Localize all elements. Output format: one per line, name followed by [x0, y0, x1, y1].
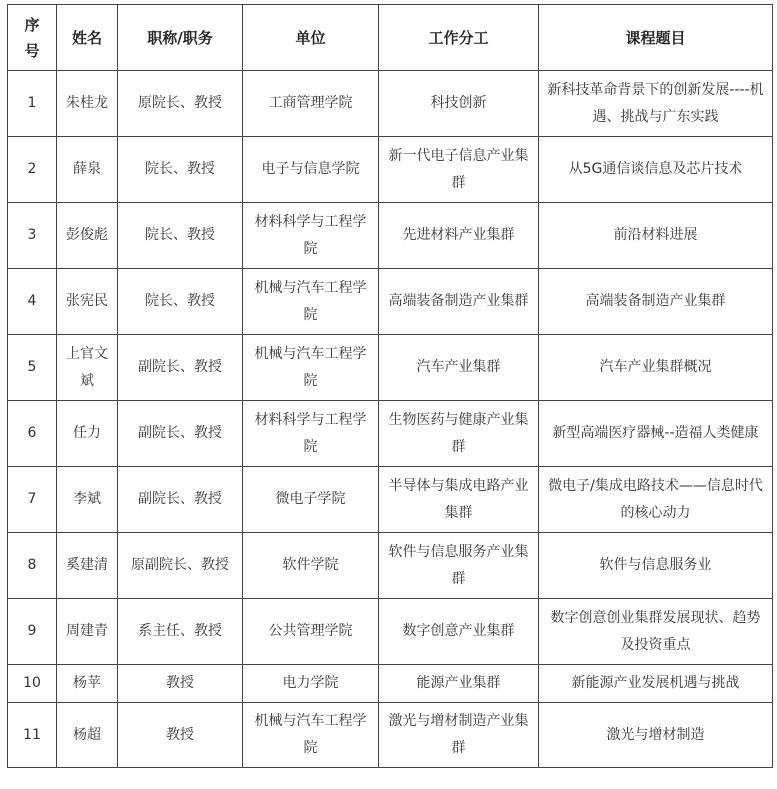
cell-index: 9	[8, 599, 57, 665]
cell-course: 前沿材料进展	[539, 203, 773, 269]
table-row	[8, 401, 773, 467]
cell-unit: 电力学院	[243, 665, 379, 703]
header-index: 序号	[8, 5, 57, 71]
cell-name: 杨超	[57, 703, 118, 768]
cell-title: 原院长、教授	[118, 71, 243, 137]
cell-course: 高端装备制造产业集群	[539, 269, 773, 335]
header-course: 课程题目	[539, 5, 773, 71]
cell-name: 李斌	[57, 467, 118, 533]
table-row	[8, 703, 773, 768]
cell-title: 原副院长、教授	[118, 533, 243, 599]
cell-name: 张宪民	[57, 269, 118, 335]
cell-unit: 机械与汽车工程学院	[243, 269, 379, 335]
cell-index: 10	[8, 665, 57, 703]
cell-duty: 生物医药与健康产业集群	[379, 401, 539, 467]
cell-duty: 半导体与集成电路产业集群	[379, 467, 539, 533]
table-row	[8, 533, 773, 599]
cell-index: 1	[8, 71, 57, 137]
cell-title: 院长、教授	[118, 137, 243, 203]
header-title: 职称/职务	[118, 5, 243, 71]
cell-name: 薛泉	[57, 137, 118, 203]
cell-duty: 高端装备制造产业集群	[379, 269, 539, 335]
cell-index: 4	[8, 269, 57, 335]
cell-duty: 新一代电子信息产业集群	[379, 137, 539, 203]
cell-course: 新能源产业发展机遇与挑战	[539, 665, 773, 703]
table-row	[8, 467, 773, 533]
table-row	[8, 269, 773, 335]
cell-course: 软件与信息服务业	[539, 533, 773, 599]
cell-unit: 机械与汽车工程学院	[243, 335, 379, 401]
cell-index: 7	[8, 467, 57, 533]
cell-unit: 工商管理学院	[243, 71, 379, 137]
cell-name: 彭俊彪	[57, 203, 118, 269]
cell-index: 8	[8, 533, 57, 599]
table-row	[8, 599, 773, 665]
cell-course: 汽车产业集群概况	[539, 335, 773, 401]
course-table-container	[7, 4, 773, 768]
cell-title: 教授	[118, 665, 243, 703]
cell-name: 朱桂龙	[57, 71, 118, 137]
cell-course: 数字创意创业集群发展现状、趋势及投资重点	[539, 599, 773, 665]
cell-title: 院长、教授	[118, 269, 243, 335]
cell-unit: 材料科学与工程学院	[243, 203, 379, 269]
course-table	[7, 4, 773, 768]
cell-index: 6	[8, 401, 57, 467]
cell-duty: 汽车产业集群	[379, 335, 539, 401]
cell-duty: 数字创意产业集群	[379, 599, 539, 665]
cell-index: 11	[8, 703, 57, 768]
cell-title: 院长、教授	[118, 203, 243, 269]
table-row	[8, 203, 773, 269]
table-row	[8, 71, 773, 137]
cell-index: 2	[8, 137, 57, 203]
header-row	[8, 5, 773, 71]
cell-unit: 软件学院	[243, 533, 379, 599]
header-unit: 单位	[243, 5, 379, 71]
cell-index: 5	[8, 335, 57, 401]
cell-unit: 机械与汽车工程学院	[243, 703, 379, 768]
cell-duty: 科技创新	[379, 71, 539, 137]
cell-name: 任力	[57, 401, 118, 467]
cell-title: 副院长、教授	[118, 467, 243, 533]
cell-unit: 材料科学与工程学院	[243, 401, 379, 467]
header-name: 姓名	[57, 5, 118, 71]
cell-index: 3	[8, 203, 57, 269]
cell-duty: 激光与增材制造产业集群	[379, 703, 539, 768]
cell-title: 副院长、教授	[118, 401, 243, 467]
cell-title: 教授	[118, 703, 243, 768]
cell-duty: 先进材料产业集群	[379, 203, 539, 269]
cell-course: 新型高端医疗器械--造福人类健康	[539, 401, 773, 467]
header-duty: 工作分工	[379, 5, 539, 71]
cell-name: 杨苹	[57, 665, 118, 703]
table-row	[8, 137, 773, 203]
cell-unit: 公共管理学院	[243, 599, 379, 665]
cell-course: 微电子/集成电路技术——信息时代的核心动力	[539, 467, 773, 533]
cell-title: 副院长、教授	[118, 335, 243, 401]
table-row	[8, 665, 773, 703]
table-row	[8, 335, 773, 401]
cell-course: 激光与增材制造	[539, 703, 773, 768]
table-body	[8, 71, 773, 768]
cell-duty: 能源产业集群	[379, 665, 539, 703]
cell-course: 新科技革命背景下的创新发展----机遇、挑战与广东实践	[539, 71, 773, 137]
table-header	[8, 5, 773, 71]
cell-name: 周建青	[57, 599, 118, 665]
cell-duty: 软件与信息服务产业集群	[379, 533, 539, 599]
cell-unit: 电子与信息学院	[243, 137, 379, 203]
cell-title: 系主任、教授	[118, 599, 243, 665]
cell-name: 奚建清	[57, 533, 118, 599]
cell-course: 从5G通信谈信息及芯片技术	[539, 137, 773, 203]
cell-unit: 微电子学院	[243, 467, 379, 533]
cell-name: 上官文斌	[57, 335, 118, 401]
